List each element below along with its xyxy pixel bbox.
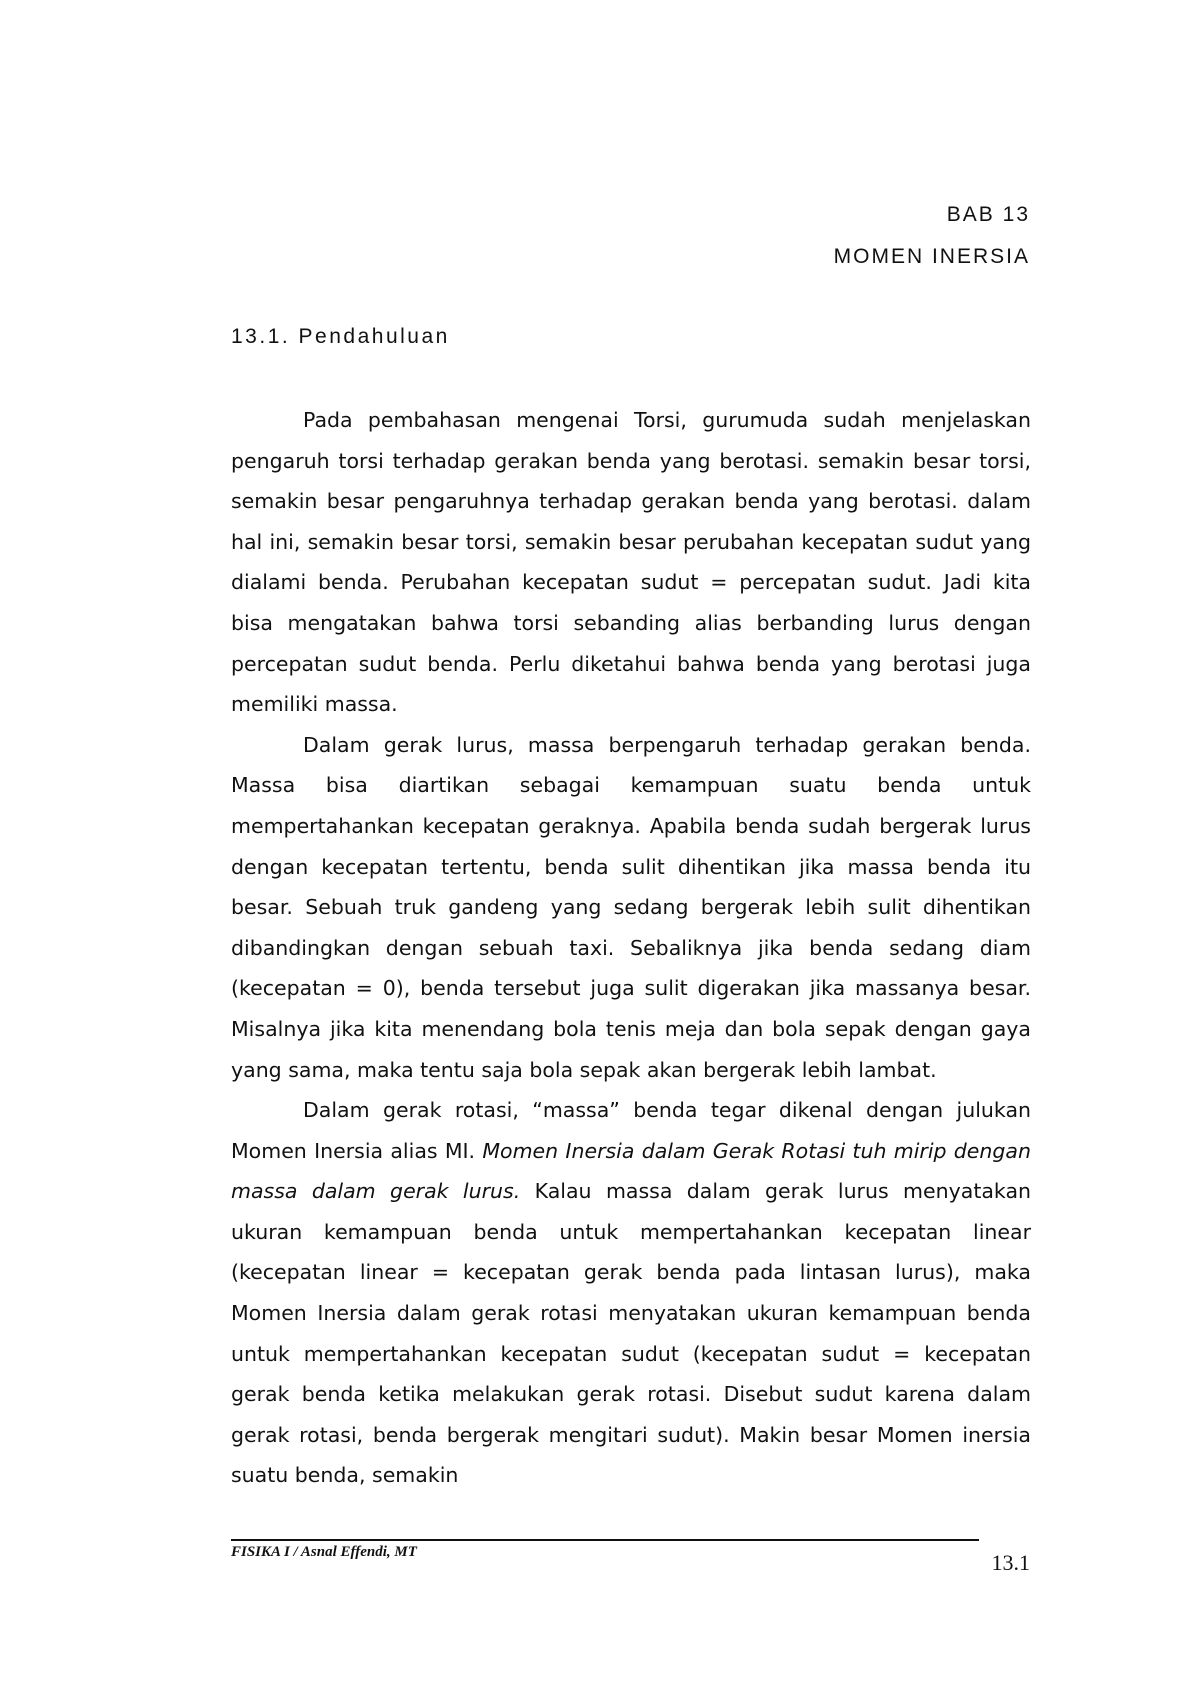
paragraph-2: Dalam gerak lurus, massa berpengaruh terhadap gerakan benda. Massa bisa diartikan sebagai kemampuan suatu benda untuk mempertahankan kecepatan geraknya. Apabila benda sudah bergerak lurus dengan kecepatan tertentu, benda sulit dihentikan jika massa benda itu besar. Sebuah truk gandeng yang sedang bergerak lebih sulit dihentikan dibandingkan dengan sebuah taxi. Sebaliknya jika benda sedang diam (kecepatan = 0), benda tersebut juga sulit digerakan jika massanya besar. Misalnya jika kita menendang bola tenis meja dan bola sepak dengan gaya yang sama, maka tentu saja bola sepak akan bergerak lebih lambat. [231,732,1031,1082]
paragraph-1: Pada pembahasan mengenai Torsi, gurumuda sudah menjelaskan pengaruh torsi terhadap gerakan benda yang berotasi. semakin besar torsi, semakin besar pengaruhnya terhadap gerakan benda yang berotasi. dalam hal ini, semakin besar torsi, semakin besar perubahan kecepatan sudut yang dialami benda. Perubahan kecepatan sudut = percepatan sudut. Jadi kita bisa mengatakan bahwa torsi sebanding alias berbanding lurus dengan percepatan sudut benda. Perlu diketahui bahwa benda yang berotasi juga memiliki massa. [231,408,1031,717]
chapter-title: MOMEN INERSIA [833,245,1030,268]
footer-divider [231,1539,979,1541]
paragraph-3 [231,1090,1031,1496]
paragraph-3-emphasis: Momen Inersia dalam Gerak Rotasi tuh mirip dengan massa dalam gerak lurus. [231,1138,1031,1204]
footer-author: FISIKA I / Asnal Effendi, MT [231,1544,417,1560]
body-text [231,400,1031,1496]
chapter-label: BAB 13 [946,203,1030,226]
paragraph-3-start: Dalam gerak rotasi, “massa” benda tegar dikenal dengan julukan Momen Inersia alias MI. [231,1098,1031,1163]
page-number: 13.1 [991,1550,1030,1575]
paragraph-3-end: Kalau massa dalam gerak lurus menyatakan ukuran kemampuan benda untuk mempertahankan kecepatan linear (kecepatan linear = kecepatan gerak benda pada lintasan lurus), maka Momen Inersia dalam gerak rotasi menyatakan ukuran kemampuan benda untuk mempertahankan kecepatan sudut (kecepatan sudut = kecepatan gerak benda ketika melakukan gerak rotasi. Disebut sudut karena dalam gerak rotasi, benda bergerak mengitari sudut). Makin besar Momen inersia suatu benda, semakin [231,1179,1031,1488]
section-heading: 13.1. Pendahuluan [231,325,450,348]
